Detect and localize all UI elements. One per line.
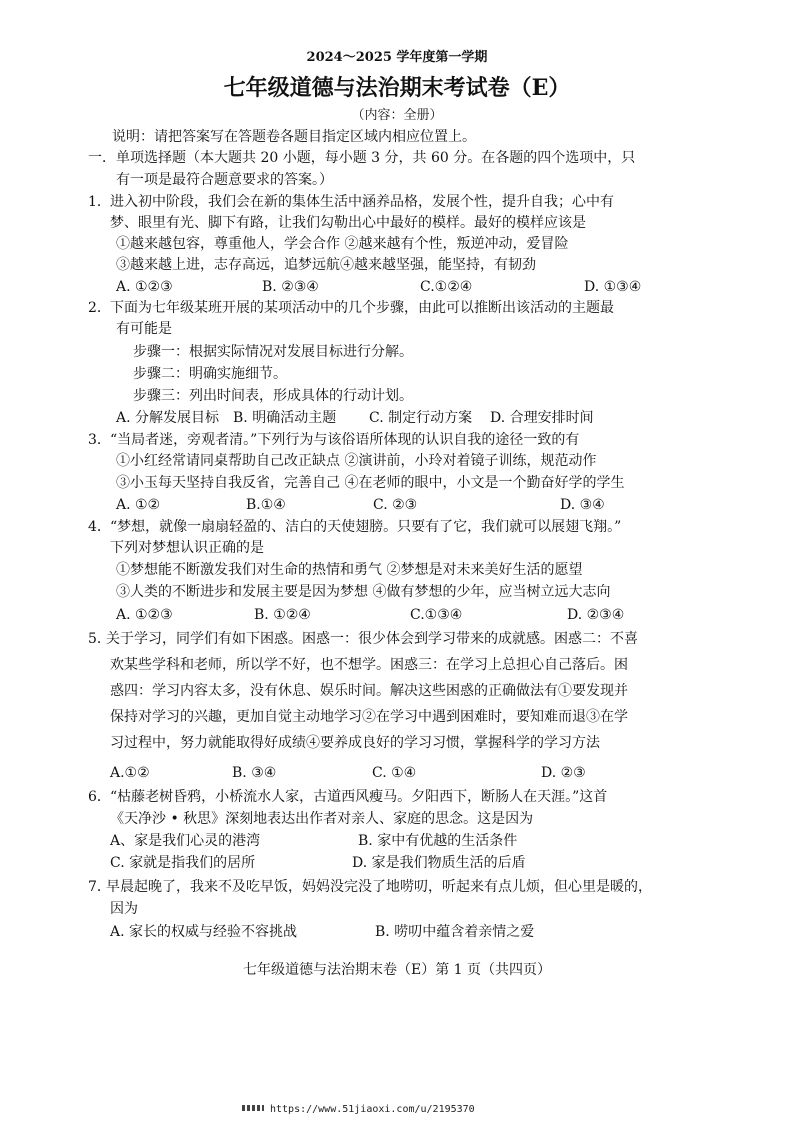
watermark	[242, 1098, 475, 1120]
step-one: 步骤一：根据实际情况对发展目标进行分解。	[133, 344, 413, 360]
term-heading: 2024～2025 学年度第一学期	[306, 50, 488, 65]
question-number: 6．	[88, 789, 111, 805]
option-a: A. 分解发展目标	[116, 410, 220, 426]
option-b: B. ①②④	[254, 607, 311, 623]
step-three: 步骤三：列出时间表，形成具体的行动计划。	[133, 388, 413, 404]
option-a: A.①②	[110, 765, 150, 781]
question-text: 早晨起晚了，我来不及吃早饭，妈妈没完没了地唠叨，听起来有点儿烦，但心里是暖的，	[106, 879, 652, 895]
question-text: 《天净沙 • 秋思》深刻地表达出作者对亲人、家庭的思念。这是因为	[110, 811, 534, 827]
option-b: B. ②③④	[262, 279, 319, 295]
question-number: 1．	[88, 194, 111, 210]
section-heading-line1: 一．单项选择题（本大题共 20 小题，每小题 3 分，共 60 分。在各题的四个选项中，只	[88, 150, 636, 166]
option-d: D. ②③④	[567, 607, 625, 623]
option-c: C.①③④	[410, 607, 463, 623]
option-a: A. 家长的权威与经验不容挑战	[110, 924, 298, 940]
question-text: 习过程中，努力就能取得好成绩④要养成良好的学习习惯，掌握科学的学习方法	[110, 735, 600, 751]
question-statement: ③小玉每天坚持自我反省，完善自己 ④在老师的眼中，小文是一个勤奋好学的学生	[116, 475, 625, 491]
scope-subtitle: （内容：全册）	[351, 108, 443, 123]
option-a: A. ①②③	[116, 279, 173, 295]
page-footer: 七年级道德与法治期末卷（E）第 1 页（共四页）	[242, 962, 552, 978]
option-a: A. ①②	[116, 497, 161, 513]
option-b: B. 明确活动主题	[233, 410, 337, 426]
question-number: 3．	[88, 432, 111, 448]
question-statement: ③人类的不断进步和发展主要是因为梦想 ④做有梦想的少年，应当树立远大志向	[116, 584, 611, 600]
option-b: B. 家中有优越的生活条件	[358, 833, 518, 849]
question-text: 因为	[110, 901, 138, 917]
option-b: B. 唠叨中蕴含着亲情之爱	[375, 924, 535, 940]
option-a: A、家是我们心灵的港湾	[110, 833, 261, 849]
option-c: C. ②③	[373, 497, 418, 513]
question-number: 7．	[88, 879, 111, 895]
option-c: C. 制定行动方案	[369, 410, 473, 426]
option-d: D. 家是我们物质生活的后盾	[352, 855, 526, 871]
section-heading-line2: 有一项是最符合题意要求的答案。）	[116, 172, 333, 188]
question-text: “梦想，就像一扇扇轻盈的、洁白的天使翅膀。只要有了它，我们就可以展翅飞翔。”	[110, 519, 622, 535]
option-d: D. ③④	[560, 497, 605, 513]
question-number: 2．	[88, 300, 111, 316]
question-text: 下面为七年级某班开展的某项活动中的几个步骤，由此可以推断出该活动的主题最	[110, 300, 614, 316]
question-text: 进入初中阶段，我们会在新的集体生活中涵养品格，发展个性，提升自我；心中有	[110, 194, 614, 210]
question-text: 欢某些学科和老师，所以学不好，也不想学。困惑三：在学习上总担心自己落后。困	[110, 657, 628, 673]
question-text: 保持对学习的兴趣，更加自觉主动地学习②在学习中遇到困难时，要知难而退③在学	[110, 709, 628, 725]
option-d: D. 合理安排时间	[490, 410, 594, 426]
question-number: 4．	[88, 519, 111, 535]
instructions-note: 说明：请把答案写在答题卷各题目指定区域内相应位置上。	[112, 129, 476, 145]
question-text: “枯藤老树昏鸦，小桥流水人家，古道西风瘦马。夕阳西下，断肠人在天涯。”这首	[110, 789, 608, 805]
question-statement: ③越来越上进，志存高远，追梦远航④越来越坚强，能坚持，有韧劲	[116, 257, 536, 273]
question-statement: ①越来越包容，尊重他人，学会合作 ②越来越有个性，叛逆冲动，爱冒险	[116, 236, 569, 252]
option-c: C. ①④	[372, 765, 417, 781]
option-b: B. ③④	[232, 765, 277, 781]
question-text: “当局者迷，旁观者清。”下列行为与该俗语所体现的认识自我的途径一致的有	[110, 432, 580, 448]
question-number: 5．	[88, 631, 111, 647]
question-text: 下列对梦想认识正确的是	[110, 540, 264, 556]
question-statement: ①小红经常请同桌帮助自己改正缺点 ②演讲前，小玲对着镜子训练，规范动作	[116, 453, 597, 469]
watermark-logo-icon	[242, 1105, 264, 1111]
option-d: D. ②③	[541, 765, 586, 781]
option-a: A. ①②③	[116, 607, 173, 623]
option-d: D. ①③④	[584, 279, 642, 295]
question-text: 惑四：学习内容太多，没有休息、娱乐时间。解决这些困惑的正确做法有①要发现并	[110, 683, 628, 699]
exam-title: 七年级道德与法治期末考试卷（E）	[223, 75, 571, 101]
watermark-url: https://www.51jiaoxi.com/u/2195370	[270, 1104, 475, 1115]
option-c: C.①②④	[420, 279, 473, 295]
option-c: C. 家就是指我们的居所	[110, 855, 256, 871]
question-text: 梦、眼里有光、脚下有路，让我们勾勒出心中最好的模样。最好的模样应该是	[110, 215, 586, 231]
question-text: 有可能是	[116, 321, 172, 337]
option-b: B.①④	[246, 497, 286, 513]
question-statement: ①梦想能不断激发我们对生命的热情和勇气 ②梦想是对未来美好生活的愿望	[116, 562, 583, 578]
question-text: 关于学习，同学们有如下困惑。困惑一：很少体会到学习带来的成就感。困惑二：不喜	[106, 631, 638, 647]
step-two: 步骤二：明确实施细节。	[133, 366, 287, 382]
